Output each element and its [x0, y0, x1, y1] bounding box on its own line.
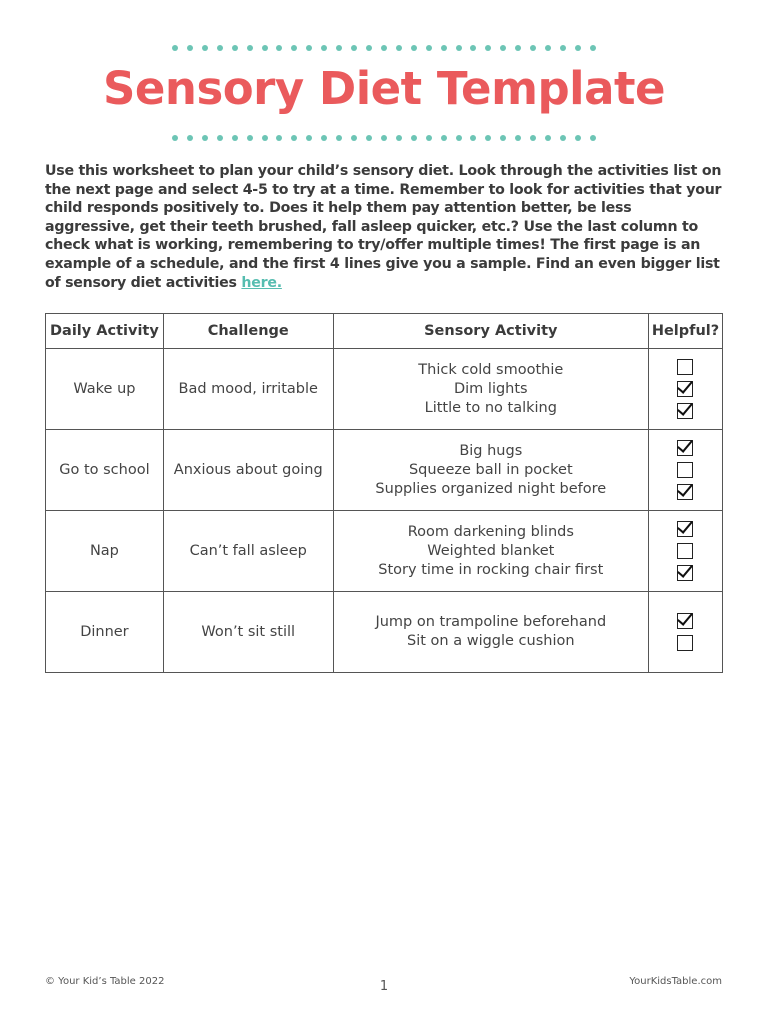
dot-icon: [545, 135, 551, 141]
dot-icon: [232, 135, 238, 141]
dot-icon: [590, 45, 596, 51]
checked-checkbox[interactable]: [677, 613, 693, 629]
sensory-diet-table: [45, 313, 723, 673]
dot-icon: [276, 45, 282, 51]
dot-icon: [291, 45, 297, 51]
dot-icon: [187, 45, 193, 51]
helpful-cell: [648, 349, 722, 430]
activities-link[interactable]: here.: [241, 274, 282, 291]
dot-icon: [426, 45, 432, 51]
sensory-activity-cell: [333, 430, 648, 511]
dot-icon: [485, 135, 491, 141]
daily-activity-cell: Dinner: [46, 592, 164, 673]
dot-icon: [485, 45, 491, 51]
sensory-activity-item: Jump on trampoline beforehand: [375, 614, 607, 630]
dot-icon: [530, 135, 536, 141]
page-number: 1: [379, 979, 389, 994]
dot-icon: [441, 135, 447, 141]
checked-checkbox[interactable]: [677, 484, 693, 500]
dot-icon: [545, 45, 551, 51]
dot-icon: [291, 135, 297, 141]
sensory-activity-item: Room darkening blinds: [407, 523, 574, 540]
header-daily-activity: Daily Activity: [46, 314, 164, 349]
dot-icon: [426, 135, 432, 141]
unchecked-checkbox[interactable]: [677, 359, 693, 375]
dot-icon: [276, 135, 282, 141]
dot-icon: [515, 45, 521, 51]
intro-paragraph: [45, 162, 725, 292]
dot-icon: [306, 45, 312, 51]
sensory-activity-cell: [333, 511, 648, 592]
challenge-cell: Can’t fall asleep: [163, 511, 333, 592]
dot-icon: [530, 45, 536, 51]
dot-icon: [470, 135, 476, 141]
checked-checkbox[interactable]: [677, 440, 693, 456]
helpful-checkbox-group: [649, 359, 722, 419]
sensory-activity-cell: [333, 349, 648, 430]
dot-icon: [381, 45, 387, 51]
sensory-activity-item: Little to no talking: [424, 399, 557, 416]
dot-icon: [411, 45, 417, 51]
checked-checkbox[interactable]: [677, 381, 693, 397]
dot-icon: [590, 135, 596, 141]
table-row: [46, 430, 723, 511]
table-row: [46, 511, 723, 592]
dot-icon: [202, 45, 208, 51]
dot-icon: [456, 45, 462, 51]
top-dot-divider: [172, 44, 596, 52]
daily-activity-cell: Nap: [46, 511, 164, 592]
dot-icon: [560, 135, 566, 141]
dot-icon: [575, 45, 581, 51]
dot-icon: [172, 135, 178, 141]
dot-icon: [560, 45, 566, 51]
helpful-checkbox-group: [649, 521, 722, 581]
dot-icon: [336, 45, 342, 51]
dot-icon: [470, 45, 476, 51]
dot-icon: [262, 45, 268, 51]
daily-activity-cell: Wake up: [46, 349, 164, 430]
footer-website: YourKidsTable.com: [629, 976, 722, 987]
dot-icon: [321, 135, 327, 141]
helpful-cell: [648, 430, 722, 511]
table-row: [46, 592, 723, 673]
unchecked-checkbox[interactable]: [677, 543, 693, 559]
unchecked-checkbox[interactable]: [677, 635, 693, 651]
footer-copyright: © Your Kid’s Table 2022: [45, 976, 165, 987]
table-row: [46, 349, 723, 430]
dot-icon: [456, 135, 462, 141]
sensory-activity-item: Thick cold smoothie: [418, 361, 564, 378]
sensory-activity-item: Sit on a wiggle cushion: [407, 633, 575, 649]
dot-icon: [396, 45, 402, 51]
dot-icon: [247, 135, 253, 141]
dot-icon: [575, 135, 581, 141]
dot-icon: [232, 45, 238, 51]
checked-checkbox[interactable]: [677, 521, 693, 537]
helpful-checkbox-group: [649, 613, 722, 651]
dot-icon: [500, 135, 506, 141]
page-title: Sensory Diet Template: [103, 62, 665, 115]
sensory-activity-item: Story time in rocking chair first: [378, 561, 604, 578]
dot-icon: [217, 45, 223, 51]
dot-icon: [396, 135, 402, 141]
challenge-cell: Bad mood, irritable: [163, 349, 333, 430]
unchecked-checkbox[interactable]: [677, 462, 693, 478]
sensory-activity-item: Big hugs: [459, 442, 523, 459]
dot-icon: [366, 135, 372, 141]
dot-icon: [247, 45, 253, 51]
sensory-activity-item: Dim lights: [453, 380, 528, 397]
sensory-activity-item: Supplies organized night before: [375, 480, 607, 497]
header-sensory-activity: Sensory Activity: [333, 314, 648, 349]
dot-icon: [381, 135, 387, 141]
dot-icon: [172, 45, 178, 51]
header-helpful: Helpful?: [648, 314, 722, 349]
table-header-row: [46, 314, 723, 349]
sensory-activity-item: Weighted blanket: [427, 542, 555, 559]
checked-checkbox[interactable]: [677, 403, 693, 419]
helpful-cell: [648, 592, 722, 673]
dot-icon: [351, 45, 357, 51]
intro-text: Use this worksheet to plan your child’s sensory diet. Look through the activities list on the next page and select 4-5 to try at a time. Remember to look for activities that your child responds positively to. Does it help them pay attention better, be less aggressive, get their teeth brushed, fall asleep quicker, etc.? Use the last column to check what is working, remembering to try/offer multiple times! The first page is an example of a schedule, and the first 4 lines give you a sample. Find an even bigger list of sensory diet activities: [45, 163, 722, 291]
bottom-dot-divider: [172, 134, 596, 142]
dot-icon: [202, 135, 208, 141]
helpful-checkbox-group: [649, 440, 722, 500]
sensory-activity-item: Squeeze ball in pocket: [408, 461, 573, 478]
dot-icon: [187, 135, 193, 141]
dot-icon: [217, 135, 223, 141]
dot-icon: [515, 135, 521, 141]
dot-icon: [411, 135, 417, 141]
dot-icon: [500, 45, 506, 51]
challenge-cell: Won’t sit still: [163, 592, 333, 673]
dot-icon: [366, 45, 372, 51]
dot-icon: [262, 135, 268, 141]
dot-icon: [351, 135, 357, 141]
dot-icon: [441, 45, 447, 51]
daily-activity-cell: Go to school: [46, 430, 164, 511]
dot-icon: [321, 45, 327, 51]
helpful-cell: [648, 511, 722, 592]
sensory-activity-cell: [333, 592, 648, 673]
dot-icon: [336, 135, 342, 141]
header-challenge: Challenge: [163, 314, 333, 349]
checked-checkbox[interactable]: [677, 565, 693, 581]
challenge-cell: Anxious about going: [163, 430, 333, 511]
dot-icon: [306, 135, 312, 141]
